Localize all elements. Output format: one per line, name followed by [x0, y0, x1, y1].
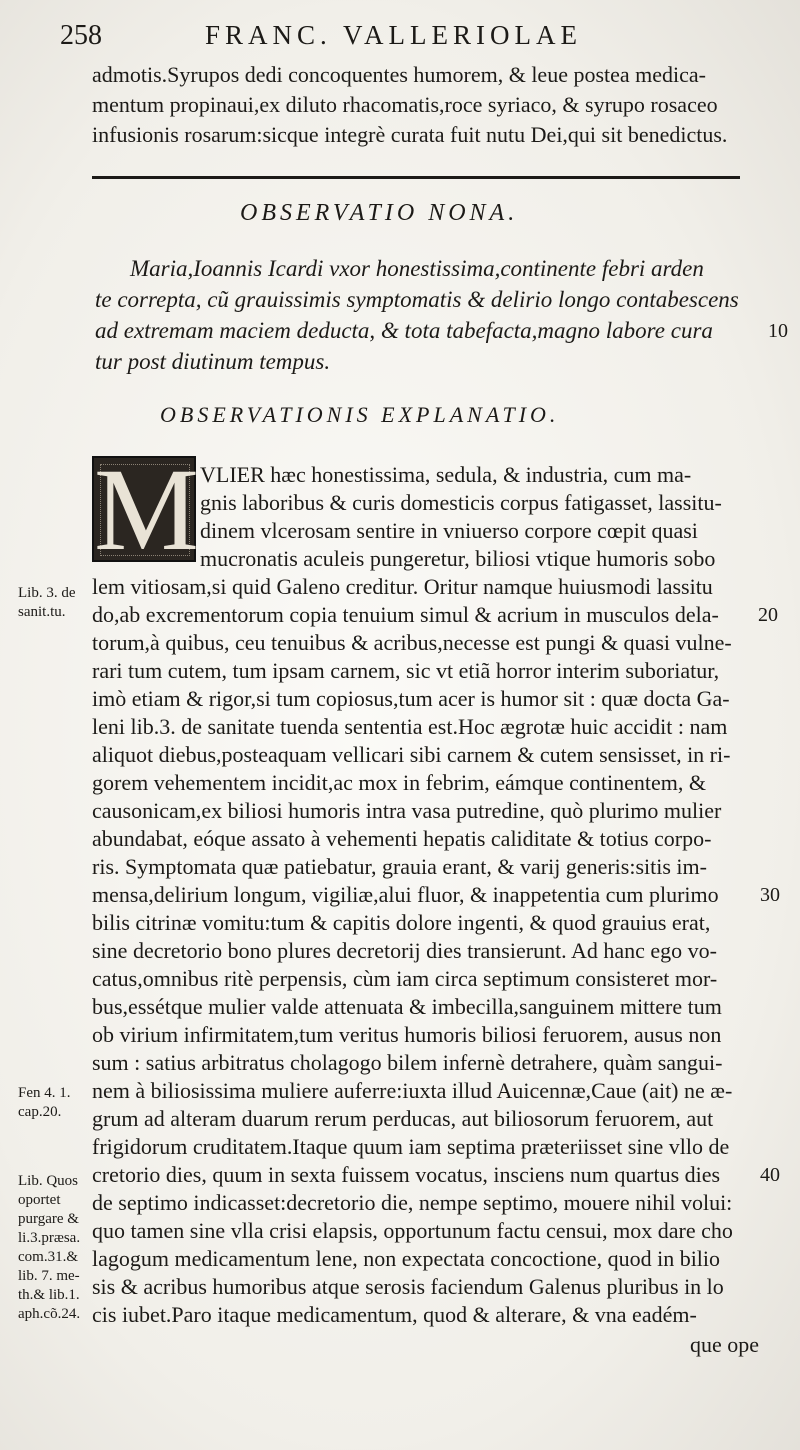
margin-note-line: com.31.&	[18, 1249, 78, 1265]
body-line: causonicam,ex biliosi humoris intra vasa putredine, quò plurimo mulier	[92, 798, 722, 823]
body-line: quo tamen sine vlla crisi elapsis, opportunum factu censui, mox dare cho	[92, 1218, 733, 1243]
page-number: 258	[60, 20, 102, 51]
margin-note-line: cap.20.	[18, 1104, 62, 1120]
margin-note-line: oportet	[18, 1192, 61, 1208]
body-line: rari tum cutem, tum ipsam carnem, sic vt etiã horror interim suboriatur,	[92, 658, 720, 683]
body-line: gorem vehementem incidit,ac mox in febrim, eámque continentem, &	[92, 770, 706, 795]
body-line: imò etiam & rigor,si tum copiosus,tum acer is humor sit : quæ docta Ga-	[92, 686, 730, 711]
dropcap-letter: M	[94, 444, 199, 575]
observatio-line: te correpta, cũ grauissimis symptomatis & delirio longo contabescens	[95, 287, 739, 312]
body-line: ris. Symptomata quæ patiebatur, grauia erant, & varij generis:sitis im-	[92, 854, 707, 879]
body-line: nem à biliosissima muliere auferre:iuxta illud Auicennæ,Caue (ait) ne æ-	[92, 1078, 733, 1103]
line-number: 10	[768, 320, 788, 342]
margin-note-line: th.& lib.1.	[18, 1287, 80, 1303]
body-line: abundabat, eóque assato à vehementi hepatis caliditate & totius corpo-	[92, 826, 712, 851]
observatio-line: tur post diutinum tempus.	[95, 349, 331, 374]
observatio-line: Maria,Ioannis Icardi vxor honestissima,continente febri arden	[130, 256, 704, 281]
margin-note-line: Lib. 3. de	[18, 585, 76, 601]
dropcap-line: gnis laboribus & curis domesticis corpus fatigasset, lassitu-	[200, 490, 722, 515]
body-line: do,ab excrementorum copia tenuium simul & acrium in musculos dela-	[92, 602, 719, 627]
body-line: lem vitiosam,si quid Galeno creditur. Oritur namque huiusmodi lassitu	[92, 574, 713, 599]
text-line: mentum propinaui,ex diluto rhacomatis,roce syriaco, & syrupo rosaceo	[92, 92, 718, 117]
body-line: mensa,delirium longum, vigiliæ,alui fluor, & inappetentia cum plurimo	[92, 882, 719, 907]
body-line: grum ad alteram duarum rerum perducas, aut biliosorum feruorem, aut	[92, 1106, 714, 1131]
observatio-line: ad extremam maciem deducta, & tota tabefacta,magno labore cura	[95, 318, 713, 343]
dropcap-line: dinem vlcerosam sentire in vniuerso corpore cœpit quasi	[200, 518, 698, 543]
body-line: catus,omnibus ritè perpensis, cùm iam circa septimum consisteret mor-	[92, 966, 718, 991]
line-number: 20	[758, 604, 778, 626]
body-line: sum : satius arbitratus cholagogo bilem infernè detrahere, quàm sangui-	[92, 1050, 723, 1075]
body-line: torum,à quibus, ceu tenuibus & acribus,necesse est pungi & quasi vulne-	[92, 630, 732, 655]
margin-note-line: purgare &	[18, 1211, 79, 1227]
line-number: 40	[760, 1164, 780, 1186]
text-line: infusionis rosarum:sicque integrè curata fuit nutu Dei,qui sit benedictus.	[92, 122, 728, 147]
dropcap-line: VLIER hæc honestissima, sedula, & industria, cum ma-	[200, 462, 692, 487]
body-line: de septimo indicasset:decretorio die, nempe septimo, mouere nihil volui:	[92, 1190, 733, 1215]
margin-note-line: Fen 4. 1.	[18, 1085, 71, 1101]
text-line: admotis.Syrupos dedi concoquentes humorem, & leue postea medica-	[92, 62, 707, 87]
margin-note	[18, 584, 76, 622]
body-line: bilis citrinæ vomitu:tum & capitis dolore ingenti, & quod grauius erat,	[92, 910, 711, 935]
body-line: bus,essétque mulier valde attenuata & imbecilla,sanguinem mittere tum	[92, 994, 722, 1019]
margin-note-line: lib. 7. me-	[18, 1268, 80, 1284]
section-rule	[92, 176, 740, 179]
observatio-title: OBSERVATIO NONA.	[240, 200, 519, 226]
body-line: ob virium infirmitatem,tum veritus humoris biliosi feruorem, ausus non	[92, 1022, 722, 1047]
body-line: cretorio dies, quum in sexta fuissem vocatus, insciens num quartus dies	[92, 1162, 721, 1187]
explanatio-title: OBSERVATIONIS EXPLANATIO.	[160, 402, 560, 427]
margin-note	[18, 1172, 80, 1324]
margin-note-line: li.3.præsa.	[18, 1230, 81, 1246]
margin-note-line: aph.cõ.24.	[18, 1306, 81, 1322]
margin-note-line: Lib. Quos	[18, 1173, 78, 1189]
body-line: aliquot diebus,posteaquam vellicari sibi carnem & cutem sensisset, in ri-	[92, 742, 731, 767]
body-line: lagogum medicamentum lene, non expectata concoctione, quod in bilio	[92, 1246, 721, 1271]
body-line: leni lib.3. de sanitate tuenda sententia est.Hoc ægrotæ huic accidit : nam	[92, 714, 728, 739]
dropcap-m	[92, 444, 199, 575]
running-title: FRANC. VALLERIOLAE	[205, 20, 583, 50]
body-line: sine decretorio bono plures decretorij dies transierunt. Ad hanc ego vo-	[92, 938, 717, 963]
body-line: sis & acribus humoribus atque serosis faciendum Galenus pluribus in lo	[92, 1274, 724, 1299]
margin-note-line: sanit.tu.	[18, 604, 66, 620]
body-line: cis iubet.Paro itaque medicamentum, quod & alterare, & vna eadém-	[92, 1302, 697, 1327]
line-number: 30	[760, 884, 780, 906]
catchword: que ope	[690, 1332, 760, 1357]
body-line: frigidorum cruditatem.Itaque quum iam septima præteriisset sine vllo de	[92, 1134, 730, 1159]
margin-note	[18, 1084, 71, 1122]
dropcap-line: mucronatis aculeis pungeretur, biliosi vtique humoris sobo	[200, 546, 716, 571]
